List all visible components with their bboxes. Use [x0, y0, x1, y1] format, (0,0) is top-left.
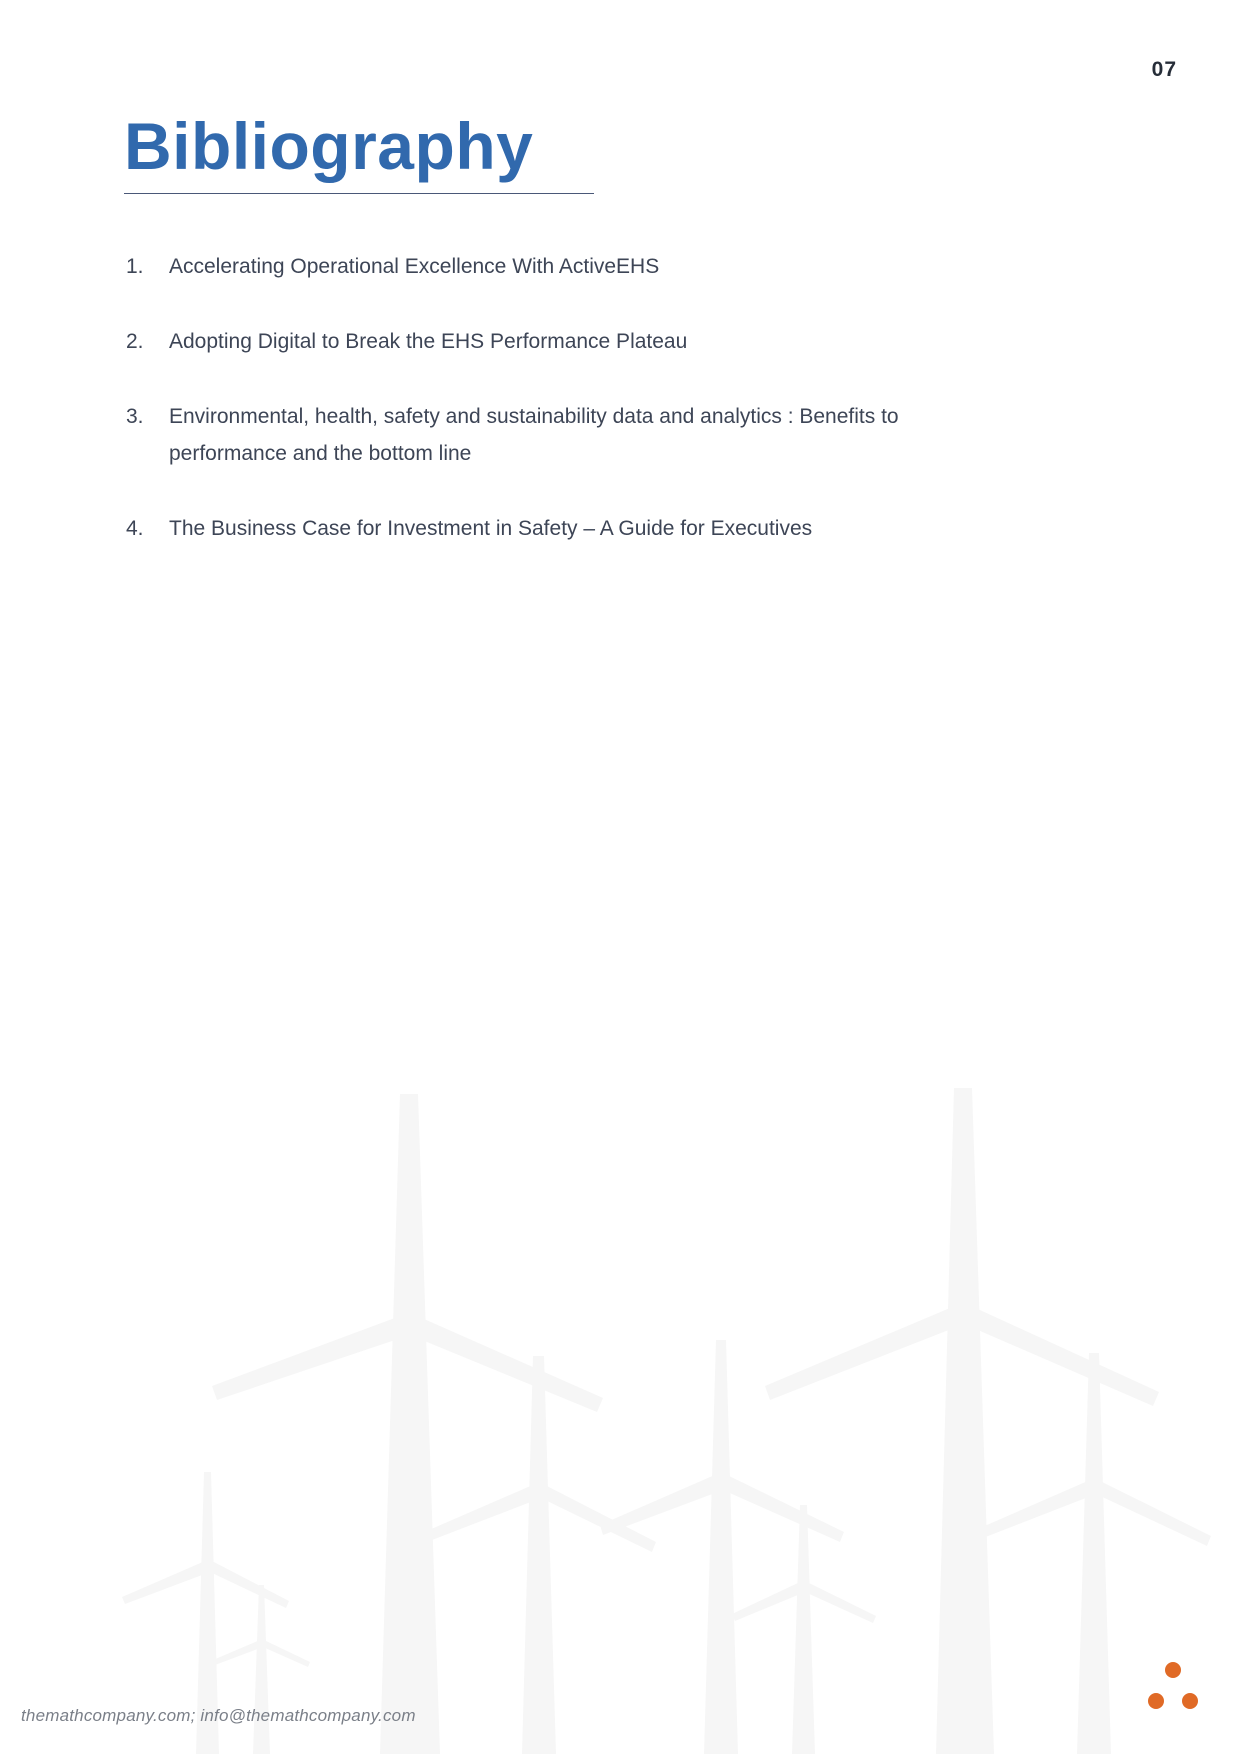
turbine-medium — [429, 1356, 656, 1754]
list-item — [126, 323, 926, 360]
logo-dot — [1165, 1662, 1181, 1678]
list-item — [126, 510, 926, 547]
list-item-text: Adopting Digital to Break the EHS Performance Plateau — [169, 330, 688, 353]
list-item-number: 4. — [126, 517, 144, 540]
list-item-text: The Business Case for Investment in Safety – A Guide for Executives — [169, 517, 813, 540]
three-dot-logo-icon — [1145, 1662, 1201, 1714]
list-item-text: Environmental, health, safety and sustainability data and analytics : Benefits to performance and the bottom line — [169, 405, 899, 465]
list-item-number: 2. — [126, 330, 144, 353]
list-item-text: Accelerating Operational Excellence With ActiveEHS — [169, 255, 660, 278]
list-item — [126, 398, 926, 472]
list-item — [126, 248, 926, 285]
bibliography-list — [126, 248, 926, 585]
title-block — [124, 110, 594, 194]
footer-contact: themathcompany.com; info@themathcompany.com — [21, 1706, 416, 1725]
list-item-number: 3. — [126, 405, 144, 428]
turbine-tiny-left — [213, 1585, 310, 1754]
wind-turbines-illustration — [0, 1060, 1241, 1754]
page-title: Bibliography — [124, 110, 594, 194]
logo-dot — [1182, 1693, 1198, 1709]
list-item-number: 1. — [126, 255, 144, 278]
logo-dot — [1148, 1693, 1164, 1709]
page-number: 07 — [1151, 58, 1177, 81]
turbine-small-center — [732, 1505, 876, 1754]
